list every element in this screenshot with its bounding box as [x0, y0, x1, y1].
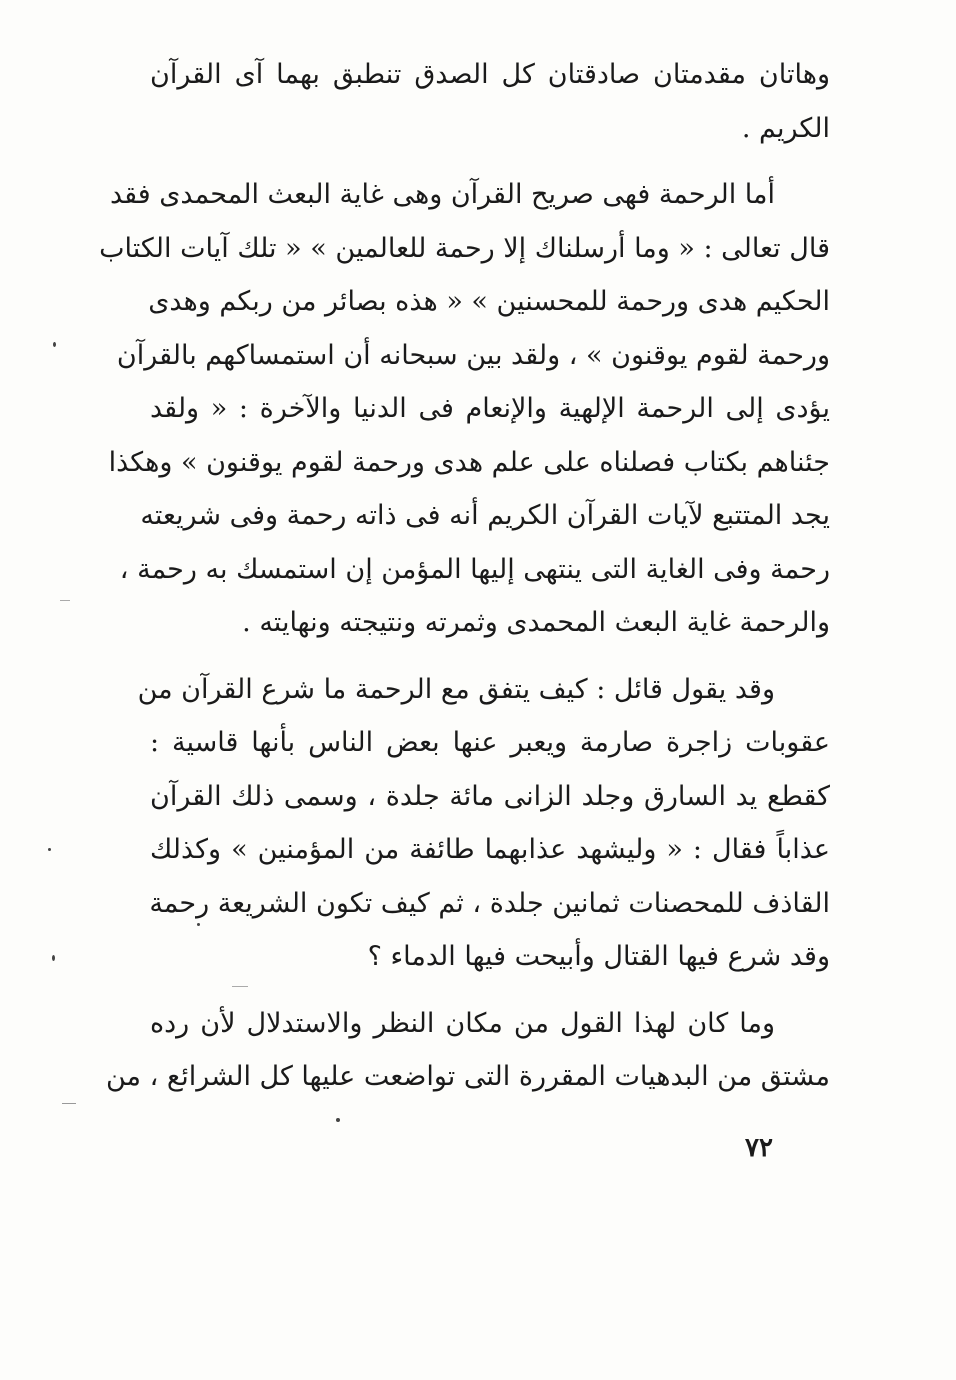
scan-speck [62, 1103, 76, 1104]
text-line: أما الرحمة فهى صريح القرآن وهى غاية البعث المحمدى فقد [109, 179, 775, 210]
scan-speck [53, 342, 56, 347]
scan-speck [336, 1118, 340, 1122]
text-line: يؤدى إلى الرحمة الإلهية والإنعام فى الدنيا والآخرة : « ولقد [150, 393, 830, 424]
text-line: الكريم . [741, 112, 830, 144]
scan-speck [232, 986, 248, 987]
text-line: الحكيم هدى ورحمة للمحسنين » « هذه بصائر من ربكم وهدى [148, 286, 830, 317]
page-number: ٧٢ [745, 1133, 773, 1163]
text-line: وقد يقول قائل : كيف يتفق مع الرحمة ما شرع القرآن من [137, 673, 775, 705]
scan-speck [48, 848, 51, 851]
text-line: ورحمة لقوم يوقنون » ، ولقد بين سبحانه أن استمساكهم بالقرآن [116, 339, 830, 371]
paragraph-gap [150, 984, 830, 997]
paragraph-gap [150, 155, 830, 168]
scan-speck [60, 600, 70, 601]
text-line: مشتق من البدهيات المقررة التى تواضعت عليها كل الشرائع ، من [105, 1061, 830, 1092]
text-line: عقوبات زاجرة صارمة ويعبر عنها بعض الناس بأنها قاسية : [150, 727, 830, 758]
text-line: كقطع يد السارق وجلد الزانى مائة جلدة ، وسمى ذلك القرآن [150, 780, 830, 812]
text-line: رحمة وفى الغاية التى ينتهى إليها المؤمن إن استمسك به رحمة ، [119, 553, 830, 585]
text-line: والرحمة غاية البعث المحمدى وثمرته ونتيجته ونهايته . [242, 607, 830, 638]
scan-speck [52, 955, 55, 961]
body-text [99, 48, 830, 1104]
scan-speck [197, 923, 200, 926]
text-line: يجد المتتبع لآيات القرآن الكريم أنه فى ذاته رحمة وفى شريعته [140, 500, 830, 531]
text-line: جئناهم بكتاب فصلناه على علم هدى ورحمة لقوم يوقنون » وهكذا [108, 446, 830, 478]
text-line: عذاباً فقال : « وليشهد عذابهما طائفة من المؤمنين » وكذلك [150, 834, 830, 865]
text-line: القاذف للمحصنات ثمانين جلدة ، ثم كيف تكون الشريعة رحمة [149, 887, 830, 919]
text-line: قال تعالى : « وما أرسلناك إلا رحمة للعالمين » « تلك آيات الكتاب [99, 232, 830, 264]
text-line: وهاتان مقدمتان صادقتان كل الصدق تنطبق بهما آى القرآن [150, 59, 830, 90]
paragraph-gap [150, 650, 830, 663]
text-line: وقد شرع فيها القتال وأبيحت فيها الدماء ؟ [367, 941, 830, 972]
text-line: وما كان لهذا القول من مكان النظر والاستدلال لأن رده [150, 1007, 775, 1039]
